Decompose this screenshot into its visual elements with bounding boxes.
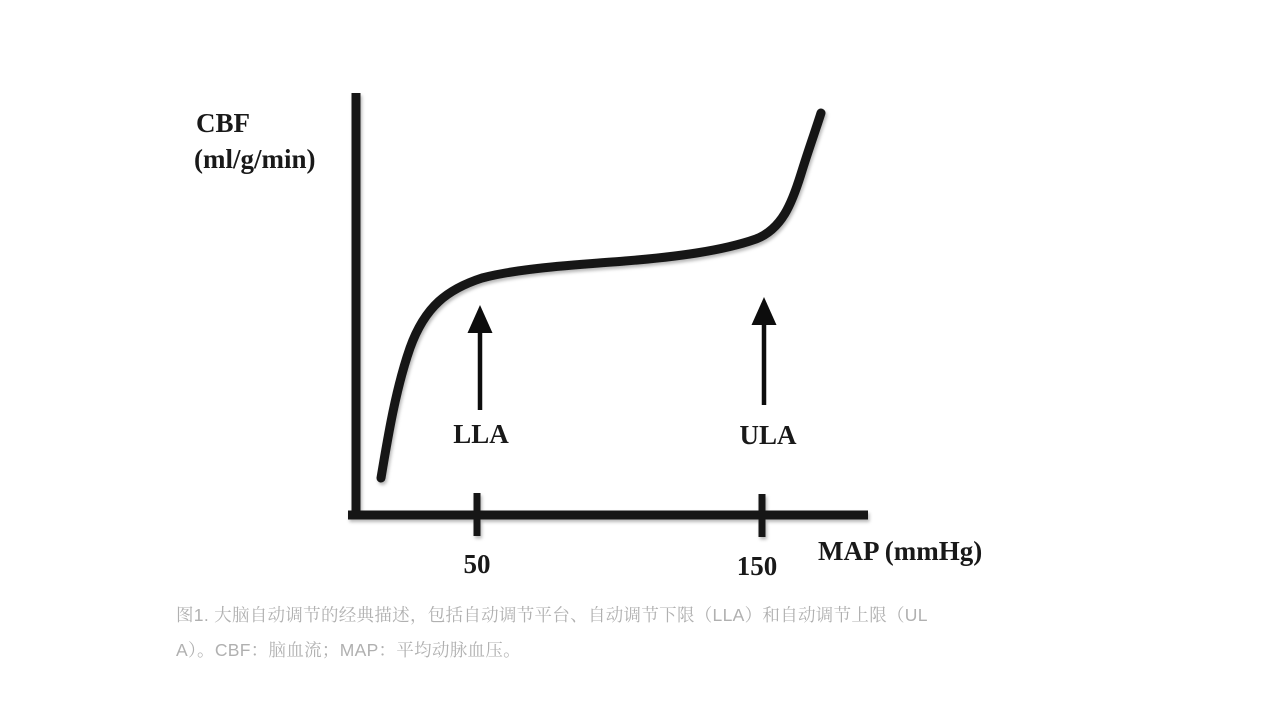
ula-label: ULA [739, 420, 797, 450]
caption-line-2: A）。CBF：脑血流；MAP：平均动脉血压。 [176, 640, 521, 660]
lla-label: LLA [453, 419, 509, 449]
caption-line-1: 图1. 大脑自动调节的经典描述，包括自动调节平台、自动调节下限（LLA）和自动调节上限（UL [176, 605, 928, 625]
x-tick-label-50: 50 [463, 549, 491, 579]
y-axis-label-line1: CBF [196, 108, 250, 138]
ula-arrow-head [752, 297, 777, 325]
x-tick-label-150: 150 [736, 551, 778, 581]
y-axis-label-line2: (ml/g/min) [194, 144, 316, 174]
figure-caption [176, 598, 1036, 668]
x-axis-label: MAP (mmHg) [818, 536, 983, 566]
lla-arrow-head [468, 305, 493, 333]
